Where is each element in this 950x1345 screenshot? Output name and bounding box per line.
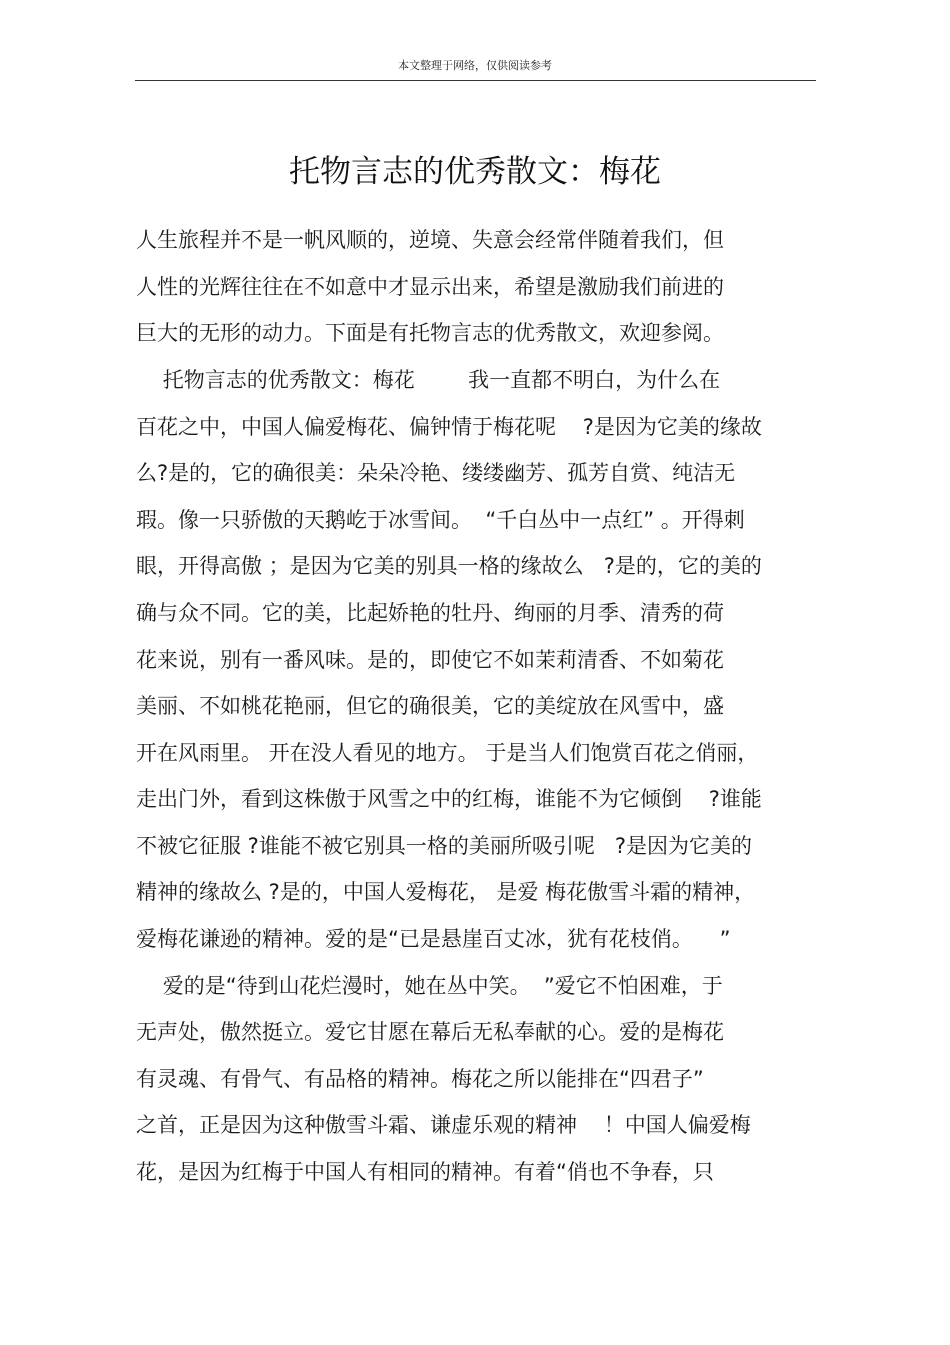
text-line: 确与众不同。它的美，比起娇艳的牡丹、绚丽的月季、清秀的荷 <box>136 601 724 625</box>
text-line: 开在风雨里。 开在没人看见的地方。 于是当人们饱赏百花之俏丽， <box>136 741 759 765</box>
text-line: 瑕。像一只骄傲的天鹅屹于冰雪间。 “千白丛中一点红” 。开得刺 <box>136 508 745 532</box>
header-divider <box>135 80 816 81</box>
text-line: 不被它征服 ?谁能不被它别具一格的美丽所吸引呢 ?是因为它美的 <box>136 834 752 858</box>
text-line: 有灵魂、有骨气、有品格的精神。梅花之所以能排在“四君子” <box>136 1067 704 1091</box>
text-line: 无声处，傲然挺立。爱它甘愿在幕后无私奉献的心。爱的是梅花 <box>136 1020 724 1044</box>
text-line: 托物言志的优秀散文：梅花 我一直都不明白，为什么在 <box>136 368 721 392</box>
text-line: 爱梅花谦逊的精神。爱的是“已是悬崖百丈冰，犹有花枝俏。 ” <box>136 927 731 951</box>
text-line: 爱的是“待到山花烂漫时，她在丛中笑。 ”爱它不怕困难，于 <box>136 974 723 998</box>
text-line: 么?是的，它的确很美：朵朵冷艳、缕缕幽芳、孤芳自赏、纯洁无 <box>136 461 736 485</box>
text-line: 精神的缘故么 ?是的，中国人爱梅花， 是爱 梅花傲雪斗霜的精神， <box>136 880 756 904</box>
text-line: 美丽、不如桃花艳丽，但它的确很美，它的美绽放在风雪中，盛 <box>136 694 724 718</box>
page-header-note: 本文整理于网络，仅供阅读参考 <box>398 59 552 72</box>
text-line: 之首，正是因为这种傲雪斗霜、谦虚乐观的精神 ！中国人偏爱梅 <box>136 1113 751 1137</box>
text-line: 百花之中，中国人偏爱梅花、偏钟情于梅花呢 ?是因为它美的缘故 <box>136 415 762 439</box>
text-line: 人生旅程并不是一帆风顺的，逆境、失意会经常伴随着我们，但 <box>136 228 724 252</box>
text-line: 走出门外，看到这株傲于风雪之中的红梅，谁能不为它倾倒 ?谁能 <box>136 787 762 811</box>
document-title: 托物言志的优秀散文：梅花 <box>289 154 661 190</box>
text-line: 花来说，别有一番风味。是的，即使它不如茉莉清香、不如菊花 <box>136 648 724 672</box>
text-line: 巨大的无形的动力。下面是有托物言志的优秀散文，欢迎参阅。 <box>136 321 724 345</box>
text-line: 人性的光辉往往在不如意中才显示出来，希望是激励我们前进的 <box>136 275 724 299</box>
text-line: 花，是因为红梅于中国人有相同的精神。有着“俏也不争春，只 <box>136 1160 714 1184</box>
text-line: 眼，开得高傲 ；是因为它美的别具一格的缘故么 ?是的，它的美的 <box>136 554 762 578</box>
